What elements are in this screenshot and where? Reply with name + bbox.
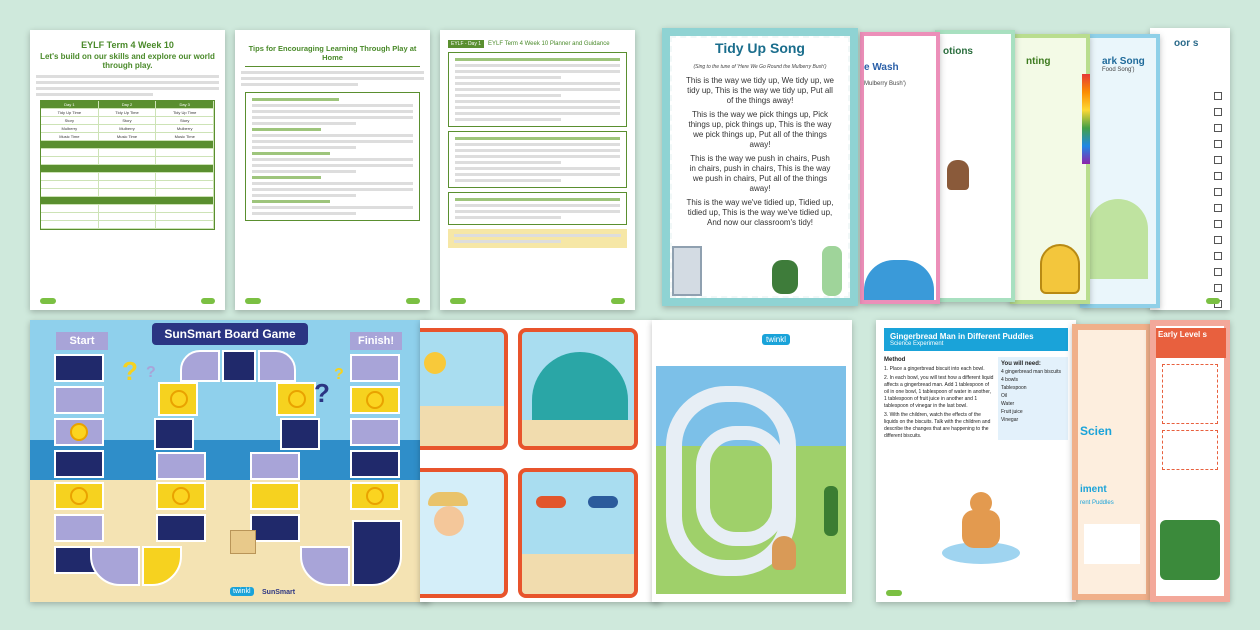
picture-card[interactable] [518,468,638,598]
shelf-illustration [672,246,702,296]
question-mark-icon: ? [314,378,330,408]
game-title: SunSmart Board Game [152,323,308,345]
method-label: Method [884,357,906,363]
method-step: 2. In each bowl, you will test how a different liquid affects a gingerbread man. Add 1 tablespoon of oil in one bowl, 1 tablespoon of water in another, 1 tablespoon of fruit juice in another and 1 tablespoon of vinegar in the last bowl. [884,375,994,409]
board-space[interactable] [54,514,104,542]
twinkl-logo [450,298,466,304]
song-verse: This is the way we push in chairs, Push in chairs, push in chairs, This is the way we push in chairs, Put all of the things away! [689,154,831,193]
song-title: ark Song [1102,56,1145,67]
day-tag: EYLF - Day 1 [448,40,484,48]
song-subtitle: Mulberry Bush') [864,81,906,87]
sheet-title: Early Level s [1156,328,1226,358]
gingerbread-man-icon [956,492,1006,562]
board-space[interactable] [156,482,206,510]
child-illustration [822,246,842,296]
board-space[interactable] [158,382,198,416]
board-space[interactable] [258,350,296,382]
song-verse: This is the way we tidy up, We tidy up, we tidy up, This is the way we tidy up, Put all of the things away! [686,76,834,105]
table-header: Day 1 [41,101,99,109]
shark-song-sheet[interactable] [1080,34,1160,308]
materials-list [998,357,1068,440]
seaweed-illustration [1088,199,1148,279]
sunsmart-board-game[interactable] [30,320,430,602]
question-mark-icon: ? [146,364,156,381]
board-space[interactable] [350,482,400,510]
counting-song-sheet[interactable] [1010,34,1090,304]
song-subtitle: (Sing to the tune of 'Here We Go Round the Mulberry Bush') [693,64,827,70]
picture-card[interactable] [420,468,508,598]
beehive-illustration [1040,244,1080,294]
towel-rolls-photo [1160,520,1220,580]
question-mark-icon: ? [334,366,344,383]
board-space[interactable] [350,450,400,478]
child-illustration [772,260,798,294]
tree-illustration [824,486,838,536]
table-row: Story Story Story [41,117,214,125]
table-header: Day 3 [156,101,214,109]
song-title: otions [943,46,973,57]
board-space[interactable] [350,354,400,382]
sheet-title: EYLF Term 4 Week 10 [81,40,174,50]
picture-card[interactable] [518,328,638,450]
board-space[interactable] [54,354,104,382]
board-space[interactable] [250,482,300,510]
material-item: 4 gingerbread man biscuits [1001,369,1062,375]
picture-cards-sheet[interactable] [420,320,660,602]
twinkl-logo [886,590,902,596]
picture-card[interactable] [420,328,508,450]
checklist-title: oor s [1174,38,1199,49]
board-space[interactable] [276,382,316,416]
board-space[interactable] [54,418,104,446]
material-item: Fruit juice [1001,409,1023,415]
brand-logo [201,298,215,304]
brand-logo [611,298,625,304]
subheading-fragment: rent Puddles [1080,500,1114,506]
brand-logo [406,298,420,304]
board-space[interactable] [222,350,256,382]
board-space[interactable] [350,418,400,446]
board-space[interactable] [156,452,206,480]
material-item: Oil [1001,393,1008,399]
board-space[interactable] [250,452,300,480]
planner-sheet[interactable] [440,30,635,310]
materials-label: You will need: [1001,361,1041,367]
gingerbread-man-icon [772,536,796,570]
experiment-sheet-rotated[interactable] [1072,324,1152,600]
material-item: Water [1001,401,1015,407]
board-space[interactable] [156,514,206,542]
table-header: Day 2 [99,101,157,109]
sandcastle-illustration [230,530,256,554]
twinkl-logo [40,298,56,304]
start-label: Start [56,332,108,350]
child-illustration [947,160,969,190]
table-row: Mulberry Mulberry Mulberry [41,125,214,133]
experiment-subtitle: Science Experiment [890,341,944,347]
song-title: nting [1026,56,1051,67]
sheet-title: EYLF Term 4 Week 10 Planner and Guidance [488,41,610,47]
brand-logo [1206,298,1220,304]
emotions-song-sheet[interactable] [935,30,1015,302]
eylf-overview-sheet[interactable] [30,30,225,310]
tips-sheet[interactable] [235,30,430,310]
question-mark-icon: ? [122,356,138,386]
board-space[interactable] [180,350,220,382]
maze-sheet[interactable] [652,320,852,602]
material-item: 4 bowls [1001,377,1018,383]
song-verse: This is the way we've tidied up, Tidied up, tidied up, This is the way we've tidied up, And now our classroom's tidy! [686,198,834,227]
checklist-sheet[interactable] [1150,28,1230,310]
material-item: Vinegar [1001,417,1019,423]
maze-path[interactable] [696,426,786,546]
method-step: 3. With the children, watch the effects of the liquids on the biscuits. Talk with the children and describe the changes that are happening to the different biscuits. [884,412,991,439]
method-step: 1. Place a gingerbread biscuit into each bowl. [884,366,985,372]
board-space[interactable] [250,514,300,542]
board-space[interactable] [280,418,320,450]
twinkl-logo: twinkl [762,334,790,345]
tidy-up-song-sheet[interactable] [662,28,858,306]
board-space[interactable] [350,386,400,414]
song-title: e Wash [864,62,899,73]
twinkl-logo [245,298,261,304]
board-space[interactable] [54,482,104,510]
sheet-title: Tips for Encouraging Learning Through Play at Home [248,44,417,62]
song-verse: This is the way we pick things up, Pick things up, pick things up, This is the way we pick things up, Put all of the things away! [688,110,832,149]
song-title: Tidy Up Song [715,40,805,56]
rainbow-border [1082,74,1090,164]
schedule-table [40,100,215,230]
board-space[interactable] [54,450,104,478]
gingerbread-experiment-sheet[interactable] [876,320,1076,602]
wash-song-sheet[interactable] [860,32,940,304]
board-space[interactable] [54,386,104,414]
song-subtitle: Food Song') [1102,67,1135,73]
heading-fragment: iment [1080,484,1107,495]
checkbox-column [1214,88,1222,310]
material-item: Tablespoon [1001,385,1027,391]
heading-fragment: Scien [1080,424,1113,438]
board-space[interactable] [154,418,194,450]
table-row: Music Time Music Time Music Time [41,133,214,141]
experiment-title: Gingerbread Man in Different Puddles [890,332,1034,341]
twinkl-logo: twinkl [230,587,254,596]
finish-label: Finish! [350,332,402,350]
sunsmart-logo: SunSmart [262,589,296,596]
early-level-sheet[interactable] [1150,320,1230,602]
table-row: Tidy Up Time Tidy Up Time Tidy Up Time [41,109,214,117]
sheet-subtitle: Let's build on our skills and explore our world through play. [40,52,215,70]
